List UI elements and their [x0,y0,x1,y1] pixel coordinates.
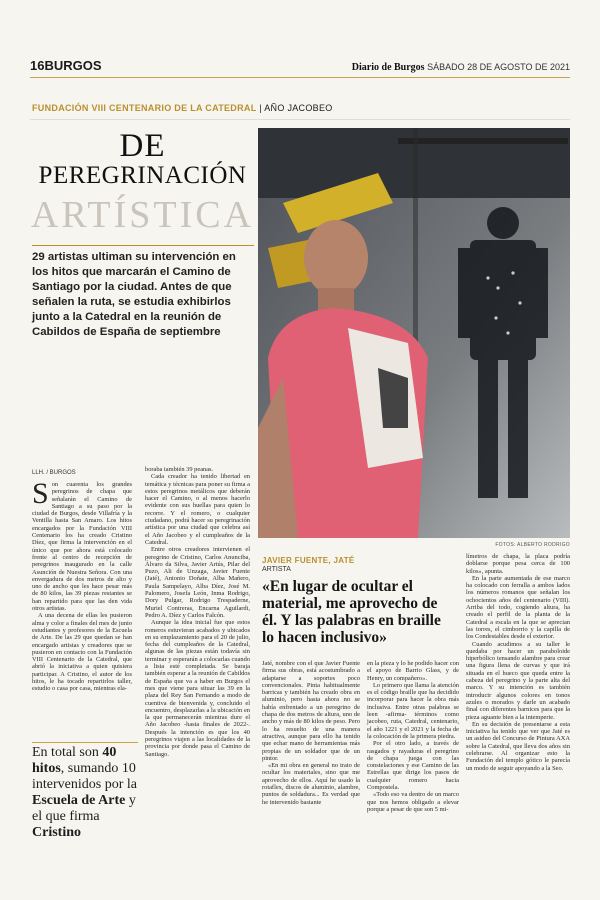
section-rule [30,119,570,120]
artist-photo [258,128,570,538]
artist-role: ARTISTA [262,566,291,573]
lead-paragraph: 29 artistas ultiman su intervención en los hitos que marcarán el Camino de Santiago por la ciudad. Antes de que señalen la ruta, se estudia exhibirlos junto a la Catedral en la reunión de Cabildos de España de septiembre [32,245,254,340]
page-number: 16BURGOS [30,58,102,73]
headline-line-3: ARTÍSTICA [30,194,255,236]
headline-line-1: DE [119,128,166,164]
article-column-1: Son cuarenta los grandes peregrinos de chapa que señalarán el Camino de Santiago a su paso por la ciudad de Burgos, desde Villafría y la Ventilla hasta San Amaro. Los hitos encargados por la Fundación VIII Centenario los ha creado Cristino Díez, que firma la intervención en el único que por ahora está colocado frente al centro de recepción de peregrinos inaugurado en la calle Asunción de Nuestra Señora. Con una envergadura de dos metros de alto y uno de ancho que les hace pesar más de 80 kilos, las 39 piezas restantes se han repartido para que las den vida otros artistas. A una decena de ellas les pusieron alma y color a finales del mes de junio estudiantes y profesores de la Escuela de Arte. De las 29 que quedan se han encargado artistas y creadores que se pusieron en contacto con la Fundación VIII Centenario de la Catedral, que abrió la iniciativa a quien quisiera participar. A Cristino, el autor de los hitos, le ha tocado repartirlos taller, estudio o casa por casa, mientras ela- [32,477,132,693]
issue-date: SÁBADO 28 DE AGOSTO DE 2021 [427,62,570,72]
article-column-2: boraba también 39 peanas. Cada creador ha tenido libertad en temática y técnicas para poner su firma a estos peregrinos metálicos que deberán hacer el Camino, o al menos hacerlo evidente con sus huellas para quien lo recorre. Y el romero, o cualquier ciudadano, podrá hacer su peregrinación artística por una ciudad que celebra así el Año Jacobeo y el cumpleaños de la Catedral. Entre otros creadores intervienen el peregrino de Cristino, Carlos Anunciba, Álvaro da Silva, Javier Artús, Pilar del Puzo, Ali de Unzaga, Javier Fuente (Jaté), Antonio Doñate, Alba Mañero, Paula Sampelayo, Alba Díez, José M. Palomero, Josefa León, Inma Rodrigo, Dory Pulgar, Rodrigo Trespaderne, Muriel Contreras, Encarna Aguilardi, Pedro A. Díez y Carlos Falcón. Aunque la idea inicial fue que estos romeros estuvieran acabados y ubicados en su emplazamiento para el 20 de julio, fecha del cumpleaños de la Catedral, algunas de las piezas están todavía sin terminar y esperarán a colocarlas cuando a lista esté completada. Se baraja también esperar a la reunión de Cabildos de España que va a haber en Burgos el mes que viene para situar las 39 en la plaza del Rey San Fernando a modo de cuentiva de bienvenida y, concluido el encuentro, desplazarlas a la ubicación en la que permanecerán mientras dure el Año Jacobeo -hasta finales de 2022-. Después la intención es que los 40 peregrinos viajen a las localidades de la provincia por donde pasa el Camino de Santiago. [145,466,250,758]
artist-quote: «En lugar de ocultar el material, me aprovecho de él. Y las palabras en braille lo hacen inclusivo» [262,578,441,646]
artist-name: JAVIER FUENTE, JATÉ [262,556,355,565]
article-column-5: límetros de chapa, la placa podría doblarse porque pesa cerca de 100 kilos», apunta. En la parte aumentada de ese marco ha colocado con ferralla a ambos lados los números romanos que señalan los ochocientos años del centenario (VIII). Arriba del todo, cogiendo altura, ha creado el perfil de la planta de la Catedral a escala en la que se aprecian las torres, el cimborrio y la capilla de los Condestables desde el exterior. Cuando acudimos a su taller le quedaba por hacer un paraboloide hiperbólico tensando alambre para crear una figura llena de curvas y que irá situada en el hueco que queda entre la cabeza del peregrino y la parte alta del marco. Y su intención es también introducir algunos colores en tonos azules o morados y darle un acabado final con diferentes barnices para que la pieza aguante bien a la intemperie. En su decisión de presentarse a esta iniciativa ha tenido que ver que Jaté es un asiduo del Concurso de Pintura AXA sobre la Catedral, que lleva dos años sin celebrarse. Al organizar esto la Fundación del templo gótico le parecía un modo de seguir apoyando a la Seo. [466,553,570,772]
drop-cap: S [32,477,49,510]
headline-line-2: PEREGRINACIÓN [38,162,247,189]
article-column-4: en la pieza y lo he podido hacer con el apoyo de Barrio Glass, y de Henry, un compañero». Lo primero que llama la atención es el código braille que ha decidido incorporar para hacer la obra más inclusiva. Entre otras palabras se leen -afirma- términos como jacobeo, ruta, Catedral, centenario, el año 1221 y el 2021 y la fecha de la colocación de la primera piedra. Por el otro lado, a través de rasgados y rayaduras el peregrino de chapa juega con las constelaciones y ese Camino de las Estrellas que dirige los pasos de cualquier romero hacia Compostela. «Todo eso va dentro de un marco que nos hemos obligado a elevar porque a pesar de que son 5 mi- [367,660,459,813]
pull-quote: En total son 40 hitos, sumando 10 intervenidos por la Escuela de Arte y el que firma Cristino [32,742,138,841]
header-rule [30,77,570,78]
photo-credit: FOTOS: ALBERTO RODRIGO [495,542,570,548]
newspaper-name: Diario de Burgos [351,62,425,73]
section-line: FUNDACIÓN VIII CENTENARIO DE LA CATEDRAL | AÑO JACOBEO [32,103,333,113]
article-column-3: Jaté, nombre con el que Javier Fuente firma sus obras, está acostumbrado a adaptarse a soportes poco convencionales. Pinta habitualmente barricas y también ha creado obra en aluminio, pero hasta ahora no se había enfrentado a un peregrino de chapa de dos metros de altura, uno de ancho y más de 80 kilos de peso. Pero lo ha resuelto de una manera atractiva, aunque para ello ha tenido que echar mano de herramientas más propias de un soldador que de un pintor. «En mi obra en general no trato de ocultar los materiales, sino que me aprovecho de ellos. Aquí he usado la rotaflex, discos de aluminio, alambre, puntos de soldadura... Es verdad que he intervenido bastante [262,660,360,806]
photo-illustration [258,128,570,538]
masthead [352,62,570,73]
byline: LLH. / BURGOS [32,470,76,476]
